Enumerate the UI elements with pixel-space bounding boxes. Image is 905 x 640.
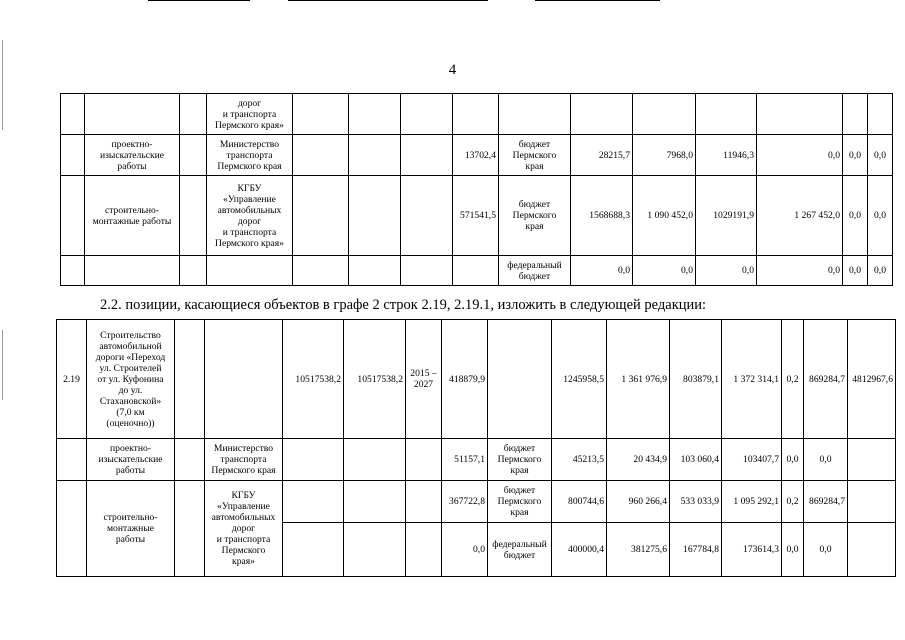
cell — [401, 256, 453, 286]
executor: дорог и транспорта Пермского края» — [207, 94, 293, 135]
cell: 1245958,5 — [552, 320, 607, 439]
cell: 0,0 — [757, 135, 843, 176]
table-row — [57, 320, 896, 439]
cell: 1029191,9 — [696, 176, 757, 256]
top-rule-left — [148, 0, 250, 1]
cell-years: 2015 – 2027 — [406, 320, 442, 439]
work-type: проектно- изыскательские работы — [85, 135, 180, 176]
table-continued — [60, 93, 893, 286]
work-type — [85, 94, 180, 135]
work-type — [85, 256, 180, 286]
cell — [868, 94, 893, 135]
cell — [293, 176, 349, 256]
cell: 10517538,2 — [283, 320, 344, 439]
cell: 533 033,9 — [670, 481, 722, 523]
executor — [207, 256, 293, 286]
table-row — [61, 176, 893, 256]
cell — [61, 94, 85, 135]
cell: 418879,9 — [442, 320, 488, 439]
cell: 0,0 — [843, 176, 868, 256]
cell: 0,0 — [843, 256, 868, 286]
cell — [757, 94, 843, 135]
cell: 0,0 — [782, 439, 804, 481]
object-name: Строительство автомобильной дороги «Переход ул. Строителей от ул. Куфонина до ул. Стахановской» (7,0 км (оценочно)) — [87, 320, 175, 439]
cell: 103407,7 — [722, 439, 782, 481]
cell: 0,0 — [782, 523, 804, 577]
funding-source — [499, 94, 571, 135]
cell: 20 434,9 — [607, 439, 670, 481]
table-row — [61, 256, 893, 286]
cell — [61, 256, 85, 286]
cell — [180, 176, 207, 256]
cell — [293, 256, 349, 286]
cell: 1 095 292,1 — [722, 481, 782, 523]
cell — [180, 94, 207, 135]
cell: 167784,8 — [670, 523, 722, 577]
cell: 7968,0 — [633, 135, 696, 176]
cell — [349, 176, 401, 256]
cell: 0,0 — [571, 256, 633, 286]
cell — [293, 135, 349, 176]
cell — [180, 256, 207, 286]
cell: 11946,3 — [696, 135, 757, 176]
scan-edge-mark — [2, 330, 3, 400]
funding-source: бюджет Пермского края — [499, 176, 571, 256]
executor: Министерство транспорта Пермского края — [207, 135, 293, 176]
cell: 1 372 314,1 — [722, 320, 782, 439]
cell: 571541,5 — [453, 176, 499, 256]
funding-source: федеральный бюджет — [488, 523, 552, 577]
cell — [61, 176, 85, 256]
cell — [696, 94, 757, 135]
cell: 869284,7 — [804, 481, 848, 523]
cell: 0,2 — [782, 481, 804, 523]
cell — [633, 94, 696, 135]
executor: КГБУ «Управление автомобильных дорог и транспорта Пермского края» — [207, 176, 293, 256]
cell: 1568688,3 — [571, 176, 633, 256]
cell: 803879,1 — [670, 320, 722, 439]
work-type: строительно- монтажные работы — [87, 481, 175, 577]
cell — [180, 135, 207, 176]
page-number: 4 — [448, 62, 457, 78]
work-type: проектно- изыскательские работы — [87, 439, 175, 481]
work-type: строительно- монтажные работы — [85, 176, 180, 256]
table-new-edition — [56, 319, 896, 577]
cell: 10517538,2 — [344, 320, 406, 439]
cell: 13702,4 — [453, 135, 499, 176]
cell: 1 090 452,0 — [633, 176, 696, 256]
cell: 960 266,4 — [607, 481, 670, 523]
cell: 400000,4 — [552, 523, 607, 577]
cell: 45213,5 — [552, 439, 607, 481]
top-rule-right — [535, 0, 660, 1]
cell: 869284,7 — [804, 320, 848, 439]
cell: 0,0 — [696, 256, 757, 286]
cell: 1 361 976,9 — [607, 320, 670, 439]
cell — [293, 94, 349, 135]
cell: 0,0 — [868, 256, 893, 286]
cell: 28215,7 — [571, 135, 633, 176]
cell: 0,0 — [804, 439, 848, 481]
top-rule-center — [288, 0, 488, 1]
cell — [61, 135, 85, 176]
cell: 800744,6 — [552, 481, 607, 523]
funding-source: бюджет Пермского края — [488, 481, 552, 523]
funding-source: бюджет Пермского края — [488, 439, 552, 481]
cell — [349, 256, 401, 286]
cell — [401, 94, 453, 135]
cell — [401, 176, 453, 256]
table-row — [61, 135, 893, 176]
cell: 367722,8 — [442, 481, 488, 523]
cell — [401, 135, 453, 176]
cell: 0,0 — [868, 176, 893, 256]
cell: 173614,3 — [722, 523, 782, 577]
funding-source: федеральный бюджет — [499, 256, 571, 286]
cell — [349, 94, 401, 135]
cell: 103 060,4 — [670, 439, 722, 481]
scan-edge-mark — [2, 40, 3, 130]
table-row — [57, 481, 896, 523]
cell: 0,0 — [757, 256, 843, 286]
cell: 51157,1 — [442, 439, 488, 481]
cell: 0,0 — [633, 256, 696, 286]
cell — [843, 94, 868, 135]
cell — [571, 94, 633, 135]
table-row — [61, 94, 893, 135]
executor: Министерство транспорта Пермского края — [205, 439, 283, 481]
section-heading: 2.2. позиции, касающиеся объектов в графе 2 строк 2.19, 2.19.1, изложить в следующей редакции: — [100, 297, 707, 313]
cell: 381275,6 — [607, 523, 670, 577]
funding-source: бюджет Пермского края — [499, 135, 571, 176]
cell — [453, 256, 499, 286]
cell: 4812967,6 — [848, 320, 896, 439]
cell — [349, 135, 401, 176]
cell: 0,0 — [442, 523, 488, 577]
cell: 1 267 452,0 — [757, 176, 843, 256]
table-row — [57, 439, 896, 481]
cell: 0,2 — [782, 320, 804, 439]
cell — [453, 94, 499, 135]
cell: 0,0 — [804, 523, 848, 577]
cell: 0,0 — [843, 135, 868, 176]
row-number: 2.19 — [57, 320, 87, 439]
executor: КГБУ «Управление автомобильных дорог и транспорта Пермского края» — [205, 481, 283, 577]
cell: 0,0 — [868, 135, 893, 176]
